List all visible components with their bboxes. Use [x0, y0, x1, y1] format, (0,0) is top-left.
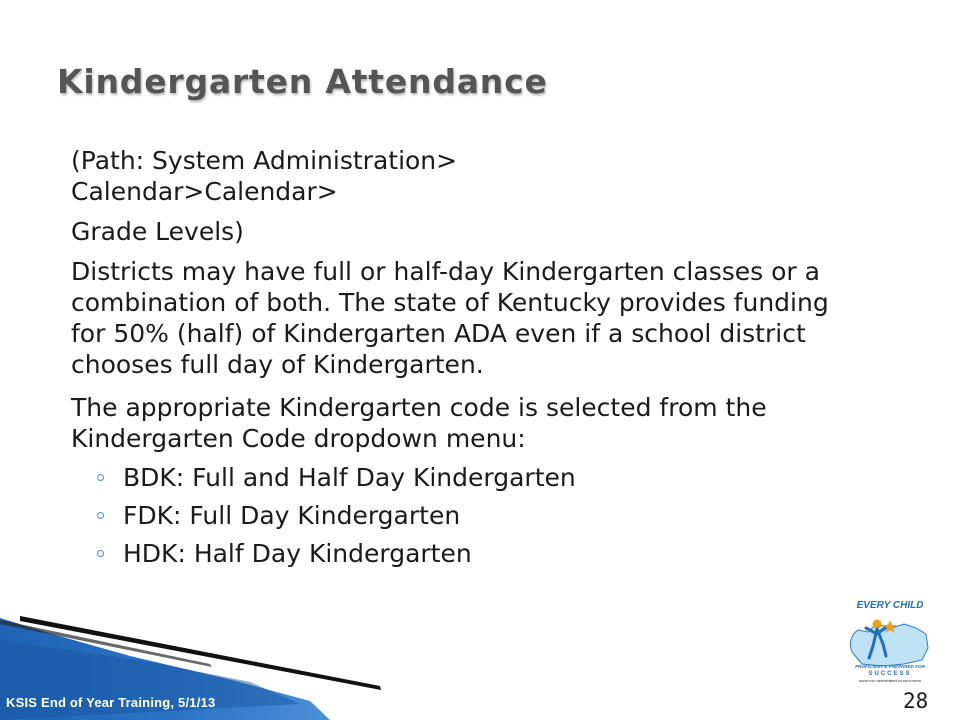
bullet-icon — [97, 512, 104, 519]
bullet-icon — [97, 474, 104, 481]
slide-body — [71, 145, 831, 576]
path-text — [71, 145, 831, 247]
path-line: (Path: System Administration> — [71, 146, 458, 175]
logo-fine-print: KENTUCKY DEPARTMENT OF EDUCATION — [859, 679, 921, 683]
logo-success: SUCCESS — [868, 671, 912, 677]
code-label: BDK: Full and Half Day Kindergarten — [123, 463, 576, 492]
code-label: FDK: Full Day Kindergarten — [123, 501, 461, 530]
funding-paragraph: Districts may have full or half-day Kindergarten classes or a combination of both. The state of Kentucky provides funding for 50% (half) of Kindergarten ADA even if a school district chooses full day of Kindergarten. — [71, 257, 829, 379]
path-line: Calendar>Calendar> — [71, 177, 338, 206]
logo-title: EVERY CHILD — [856, 600, 924, 611]
path-line: Grade Levels) — [71, 217, 244, 246]
every-child-logo — [842, 594, 932, 686]
code-list — [71, 462, 831, 569]
code-paragraph: The appropriate Kindergarten code is selected from the Kindergarten Code dropdown menu: — [71, 393, 767, 453]
list-item — [97, 500, 831, 531]
list-item — [97, 462, 831, 493]
list-item — [97, 538, 831, 569]
slide-title: Kindergarten Attendance — [57, 62, 548, 101]
logo-tagline: PROFICIENT & PREPARED FOR — [855, 664, 925, 669]
bullet-icon — [97, 550, 104, 557]
code-label: HDK: Half Day Kindergarten — [123, 539, 472, 568]
footer-caption: KSIS End of Year Training, 5/1/13 — [6, 695, 216, 710]
page-number: 28 — [903, 689, 929, 713]
